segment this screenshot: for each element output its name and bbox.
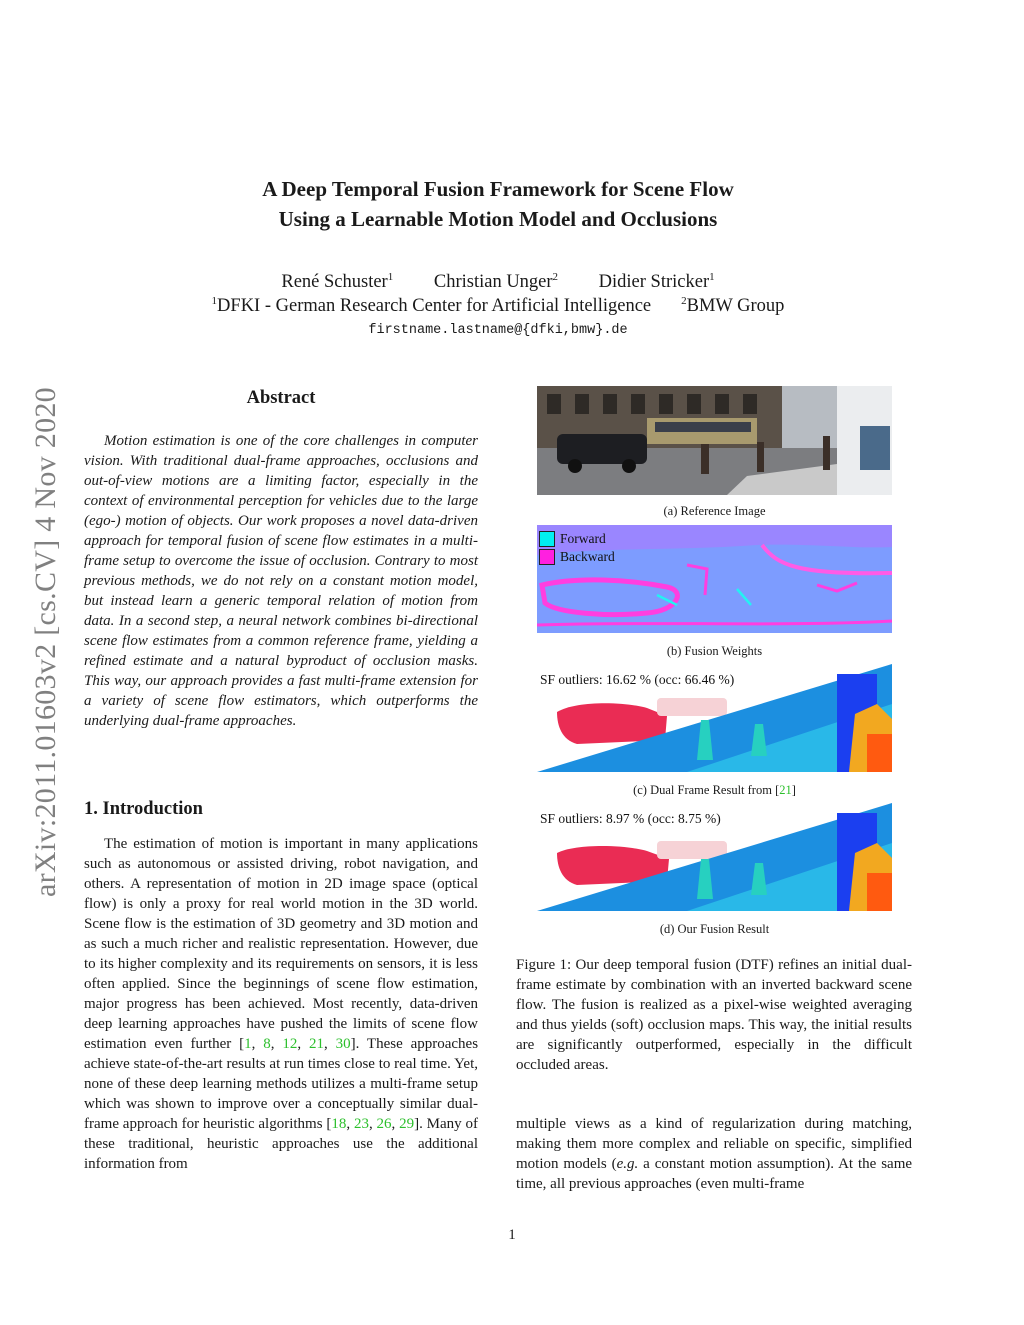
- affiliation-name: BMW Group: [686, 296, 785, 316]
- arxiv-stamp: [18, 352, 74, 932]
- citation-link[interactable]: 18: [331, 1116, 347, 1132]
- page-number: 1: [508, 1227, 516, 1243]
- legend-label-backward: Backward: [560, 549, 615, 564]
- author-affil-mark: 1: [387, 270, 394, 283]
- citation-link[interactable]: 29: [399, 1116, 415, 1132]
- title-line-2: Using a Learnable Motion Model and Occlusions: [278, 207, 718, 231]
- fusion-outlier-label: SF outliers: 8.97 % (occ: 8.75 %): [540, 811, 721, 826]
- subcaption-a: (a) Reference Image: [663, 504, 766, 518]
- author-affil-mark: 1: [709, 270, 715, 283]
- legend-item-backward: [539, 548, 615, 566]
- fusion-result-image: [537, 803, 892, 911]
- intro-text-part: ]. Many of these traditional, heuristic approaches use the additional information from: [84, 1116, 478, 1172]
- author-name: Christian Unger: [433, 272, 553, 292]
- affiliation-mark: 2: [681, 294, 687, 307]
- introduction-text: The estimation of motion is important in many applications such as autonomous or assisted driving, robot navigation, and others. A representation of motion in 2D image space (optical flow) is only a proxy for real world motion in the 3D world. Scene flow is the estimation of 3D geometry and 3D motion and as such a much richer and realistic representation. However, due to its higher complexity and its requirements on sensors, it is less often applied. Since the beginnings of scene flow estimation, major progress has been achieved. Most recently, data-driven deep learning approaches have pushed the limits of scene flow estimation even further [1, 8, 12, 21, 30]. These approaches achieve state-of-the-art results at run times close to real time. Yet, none of these deep learning methods utilizes a multi-frame setup which was shown to improve over a conceptually similar dual-frame approach for heuristic algorithms [18, 23, 26, 29]. Many of these traditional, heuristic approaches use the additional information from: [84, 836, 479, 1172]
- legend-swatch-forward: [539, 531, 555, 547]
- street-scene-image: [537, 386, 892, 495]
- citation-link[interactable]: 23: [353, 1116, 369, 1132]
- dual-frame-result-image: [537, 664, 892, 772]
- subcaption-b: (b) Fusion Weights: [666, 644, 763, 658]
- subcaption-c: [537, 782, 892, 798]
- subcaption-c-text: (c) Dual Frame Result from [: [633, 783, 780, 797]
- citation-link[interactable]: 21: [308, 1036, 324, 1052]
- citation-link[interactable]: 26: [376, 1116, 392, 1132]
- dual-frame-outlier-label: SF outliers: 16.62 % (occ: 66.46 %): [540, 672, 735, 687]
- citation-link[interactable]: 1: [244, 1036, 252, 1052]
- abstract-text: Motion estimation is one of the core challenges in computer vision. With traditional dual-frame approaches, occlusions and out-of-view motions are a limiting factor, especially in the context of environmental perception for vehicles due to the large (ego-) motion of objects. Our work proposes a novel data-driven approach for temporal fusion of scene flow estimates in a multi-frame setup to overcome the issue of occlusion. Contrary to most previous methods, we do not rely on a constant motion model, but instead learn a generic temporal relation of motion from data. In a second step, a neural network combines bi-directional scene flow estimates from a common reference frame, yielding a refined estimate and a natural byproduct of occlusion masks. This way, our approach provides a fast multi-frame extension for a variety of scene flow estimators, which outperforms the underlying dual-frame approaches.: [84, 433, 478, 729]
- abstract-heading: Abstract: [246, 388, 316, 408]
- subcaption-c-suffix: ]: [791, 783, 796, 797]
- citation-link[interactable]: 12: [282, 1036, 298, 1052]
- author-name: Didier Stricker: [598, 272, 710, 292]
- affiliation-list: [150, 294, 846, 318]
- author-email: firstname.lastname@{dfki,bmw}.de: [368, 323, 628, 338]
- eg-abbreviation: e.g.: [616, 1156, 639, 1172]
- fusion-legend: [539, 530, 615, 566]
- right-column-text: multiple views as a kind of regularization during matching, making them more complex and reliable on specific, simplified motion models (e.g. a constant motion assumption). At the same time, all previous approaches (even multi-frame: [516, 1116, 913, 1192]
- legend-swatch-backward: [539, 549, 555, 565]
- subcaption-d: (d) Our Fusion Result: [659, 922, 770, 936]
- citation-link[interactable]: 8: [263, 1036, 271, 1052]
- intro-text-part: The estimation of motion is important in many applications such as autonomous or assisted driving, robot navigation, and others. A representation of motion in 2D image space (optical flow) is only a proxy for real world motion in the 3D world. Scene flow is the estimation of 3D geometry and 3D motion and as such a much richer and realistic representation. However, due to its higher complexity and its requirements on sensors, it is less often applied. Since the beginnings of scene flow estimation, major progress has been achieved. Most recently, data-driven deep learning approaches have pushed the limits of scene flow estimation even further [: [84, 836, 478, 1052]
- legend-item-forward: [539, 530, 615, 548]
- figure-1: [537, 386, 892, 946]
- figure-caption: Figure 1: Our deep temporal fusion (DTF) refines an initial dual-frame estimate by combination with an inverted backward scene flow. The fusion is realized as a pixel-wise weighted averaging and thus yields (soft) occlusion maps. This way, the initial results are significantly outperformed, especially in the difficult occluded areas.: [516, 957, 912, 1073]
- title-line-1: A Deep Temporal Fusion Framework for Scene Flow: [262, 177, 734, 201]
- author-affil-mark: 2: [552, 270, 559, 283]
- citation-link[interactable]: 30: [335, 1036, 351, 1052]
- legend-label-forward: Forward: [560, 531, 606, 546]
- fusion-weights-image: [537, 525, 892, 633]
- affiliation-name: DFKI - German Research Center for Artificial Intelligence: [217, 296, 652, 316]
- paper-title: [150, 174, 846, 234]
- introduction-heading: 1. Introduction: [84, 799, 203, 819]
- author-name: René Schuster: [281, 272, 388, 292]
- intro-text-part: ]. These approaches achieve state-of-the-art results at run times close to real time. Yet, none of these deep learning methods utilizes a multi-frame setup which was shown to improve over a conceptually similar dual-frame approach for heuristic algorithms [: [84, 1036, 479, 1132]
- arxiv-stamp-text: arXiv:2011.01603v2 [cs.CV] 4 Nov 2020: [29, 387, 62, 897]
- author-list: [150, 270, 846, 294]
- citation-link[interactable]: 21: [779, 783, 792, 797]
- affiliation-mark: 1: [211, 294, 218, 307]
- reference-image: [537, 386, 892, 495]
